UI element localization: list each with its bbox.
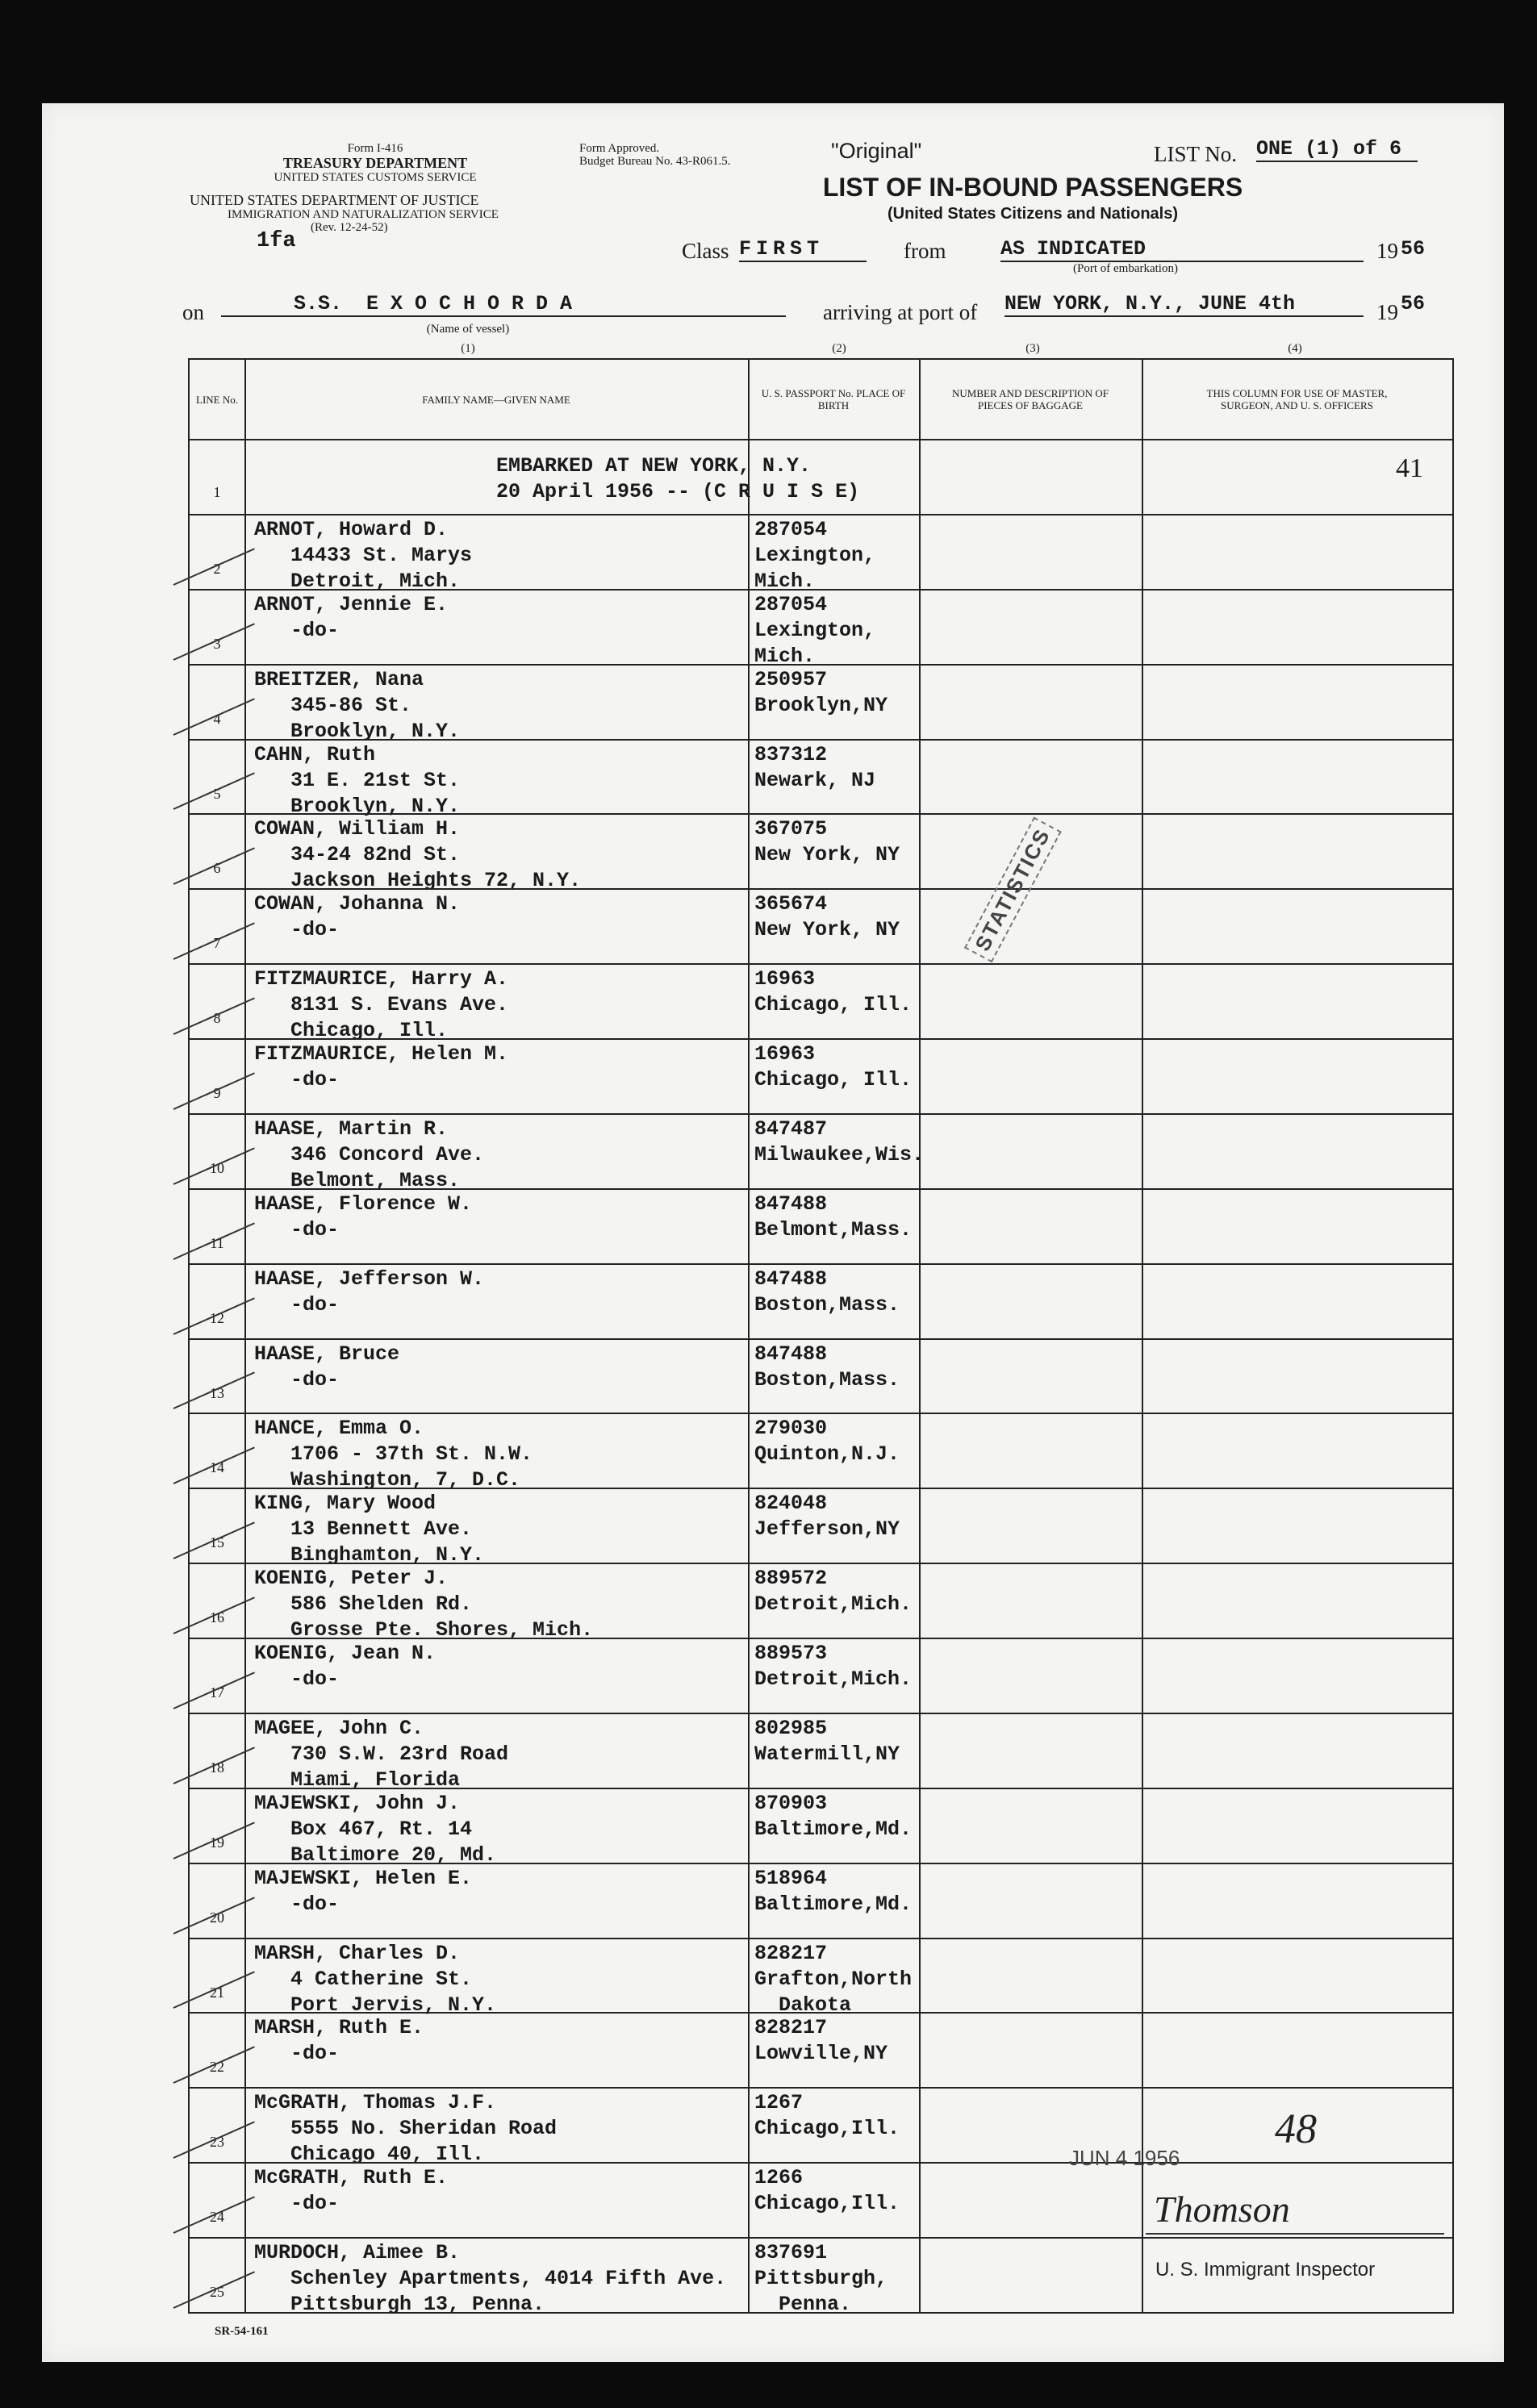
line-number: 9 bbox=[213, 1085, 221, 1102]
line-number: 19 bbox=[210, 1834, 224, 1851]
table-row bbox=[190, 1113, 1452, 1192]
table-row bbox=[190, 1188, 1452, 1263]
table-row bbox=[190, 888, 1452, 963]
table-row bbox=[190, 1263, 1452, 1338]
header-name: FAMILY NAME—GIVEN NAME bbox=[422, 393, 570, 406]
line-number: 22 bbox=[210, 2059, 224, 2076]
line-number: 18 bbox=[210, 1759, 224, 1776]
on-label: on bbox=[182, 300, 204, 324]
passenger-name: HAASE, Jefferson W. -do- bbox=[254, 1267, 485, 1317]
class-label: Class bbox=[682, 239, 729, 263]
passport-birthplace: 847488 Belmont,Mass. bbox=[754, 1191, 913, 1242]
line-number: 14 bbox=[210, 1459, 224, 1476]
passenger-name: MAGEE, John C. 730 S.W. 23rd Road Miami, Florida bbox=[254, 1716, 509, 1792]
from-value: AS INDICATED bbox=[1000, 237, 1364, 262]
passport-birthplace: 1267 Chicago,Ill. bbox=[754, 2091, 900, 2141]
passenger-name: McGRATH, Ruth E. -do- bbox=[254, 2166, 449, 2216]
table-row bbox=[190, 1938, 1452, 2017]
officer-note: 41 bbox=[1396, 453, 1423, 483]
passport-birthplace: 889573 Detroit,Mich. bbox=[754, 1642, 913, 1692]
passenger-name: HAASE, Bruce -do- bbox=[254, 1342, 400, 1392]
line-number: 15 bbox=[210, 1534, 224, 1551]
class-value: FIRST bbox=[739, 237, 867, 262]
year-prefix-1: 19 bbox=[1376, 239, 1398, 263]
passport-birthplace: 824048 Jefferson,NY bbox=[754, 1492, 900, 1542]
line-number: 5 bbox=[213, 785, 221, 802]
list-title: LIST OF IN-BOUND PASSENGERS bbox=[822, 173, 1243, 202]
table-row bbox=[190, 1788, 1452, 1867]
passenger-name: KOENIG, Jean N. -do- bbox=[254, 1642, 436, 1692]
embarkation-label: (Port of embarkation) bbox=[1073, 262, 1178, 275]
list-number-value: ONE (1) of 6 bbox=[1256, 137, 1418, 162]
budget-bureau: Budget Bureau No. 43-R061.5. bbox=[579, 155, 731, 168]
passport-birthplace: 279030 Quinton,N.J. bbox=[754, 1417, 900, 1467]
inspector-title: U. S. Immigrant Inspector bbox=[1155, 2259, 1376, 2281]
table-row bbox=[190, 1338, 1452, 1413]
list-number-label: LIST No. bbox=[1154, 142, 1238, 166]
table-row bbox=[190, 1488, 1452, 1567]
passport-birthplace: 287054 Lexington, Mich. bbox=[754, 592, 876, 668]
passenger-name: HAASE, Florence W. -do- bbox=[254, 1191, 473, 1242]
column-number-1: (1) bbox=[461, 342, 475, 355]
passport-birthplace: 365674 New York, NY bbox=[754, 892, 900, 942]
inspector-signature: Thomson bbox=[1154, 2189, 1290, 2230]
passenger-name: FITZMAURICE, Harry A. 8131 S. Evans Ave. Chicago, Ill. bbox=[254, 967, 509, 1043]
table-row bbox=[190, 1638, 1452, 1713]
line-number: 7 bbox=[213, 935, 221, 952]
passport-birthplace: 828217 Grafton,North Dakota bbox=[754, 1941, 913, 2017]
passport-birthplace: 870903 Baltimore,Md. bbox=[754, 1791, 913, 1841]
passenger-name: COWAN, William H. 34-24 82nd St. Jackson Heights 72, N.Y. bbox=[254, 817, 582, 893]
signature-line bbox=[1146, 2233, 1444, 2235]
passenger-name: ARNOT, Howard D. 14433 St. Marys Detroit, Mich. bbox=[254, 517, 473, 593]
column-number-2: (2) bbox=[832, 342, 846, 355]
passport-birthplace: 367075 New York, NY bbox=[754, 817, 900, 867]
table-row bbox=[190, 1413, 1452, 1492]
from-label: from bbox=[904, 239, 946, 263]
passenger-name: CAHN, Ruth 31 E. 21st St. Brooklyn, N.Y. bbox=[254, 742, 461, 818]
table-row bbox=[190, 514, 1452, 593]
passenger-name: McGRATH, Thomas J.F. 5555 No. Sheridan Road Chicago 40, Ill. bbox=[254, 2091, 558, 2167]
table-row bbox=[190, 2087, 1452, 2167]
table-row bbox=[190, 439, 1452, 514]
passenger-name: FITZMAURICE, Helen M. -do- bbox=[254, 1042, 509, 1092]
line-number: 4 bbox=[213, 710, 221, 727]
table-row bbox=[190, 2012, 1452, 2087]
footer-form-code: SR-54-161 bbox=[215, 2325, 269, 2338]
line-number: 17 bbox=[210, 1684, 224, 1701]
line-number: 8 bbox=[213, 1010, 221, 1027]
date-stamp: JUN 4 1956 bbox=[1069, 2146, 1180, 2170]
line-number: 24 bbox=[210, 2209, 224, 2226]
passport-birthplace: 889572 Detroit,Mich. bbox=[754, 1567, 913, 1617]
header-passport: U. S. PASSPORT No. PLACE OF BIRTH bbox=[761, 387, 906, 411]
passport-birthplace: 1266 Chicago,Ill. bbox=[754, 2166, 900, 2216]
line-number: 1 bbox=[213, 484, 221, 500]
column-number-4: (4) bbox=[1288, 342, 1302, 355]
header-officers: THIS COLUMN FOR USE OF MASTER, SURGEON, AND U. S. OFFICERS bbox=[1206, 387, 1388, 411]
column-number-3: (3) bbox=[1025, 342, 1040, 355]
passenger-table bbox=[188, 358, 1454, 2317]
table-row bbox=[190, 589, 1452, 668]
form-approved: Form Approved. bbox=[579, 142, 660, 155]
passport-birthplace: 847488 Boston,Mass. bbox=[754, 1267, 900, 1317]
customs-service: UNITED STATES CUSTOMS SERVICE bbox=[274, 171, 477, 184]
passenger-name: MURDOCH, Aimee B. Schenley Apartments, 4014 Fifth Ave. Pittsburgh 13, Penna. bbox=[254, 2241, 727, 2317]
passport-birthplace: 16963 Chicago, Ill. bbox=[754, 1042, 913, 1092]
passport-birthplace: 802985 Watermill,NY bbox=[754, 1716, 900, 1766]
line-number: 16 bbox=[210, 1609, 224, 1626]
passenger-name: MAJEWSKI, John J. Box 467, Rt. 14 Baltimore 20, Md. bbox=[254, 1791, 497, 1867]
passenger-name: COWAN, Johanna N. -do- bbox=[254, 892, 461, 942]
passport-birthplace: 250957 Brooklyn,NY bbox=[754, 667, 888, 717]
passport-birthplace: 847487 Milwaukee,Wis. bbox=[754, 1116, 925, 1166]
line-number: 23 bbox=[210, 2134, 224, 2151]
passport-birthplace: 837312 Newark, NJ bbox=[754, 742, 876, 792]
ins-service: IMMIGRATION AND NATURALIZATION SERVICE bbox=[228, 208, 499, 221]
line-number: 21 bbox=[210, 1984, 224, 2001]
line-number: 25 bbox=[210, 2284, 224, 2301]
line-number: 2 bbox=[213, 560, 221, 577]
table-row bbox=[190, 963, 1452, 1043]
passenger-name: MARSH, Ruth E. -do- bbox=[254, 2016, 424, 2066]
treasury-department: TREASURY DEPARTMENT bbox=[282, 155, 468, 171]
table-row bbox=[190, 1563, 1452, 1642]
arriving-value: NEW YORK, N.Y., JUNE 4th bbox=[1004, 292, 1364, 317]
form-number: Form I-416 bbox=[347, 142, 403, 155]
passenger-name: EMBARKED AT NEW YORK, N.Y. 20 April 1956 -- (C R U I S E) bbox=[496, 454, 860, 503]
vessel-label: (Name of vessel) bbox=[426, 323, 510, 336]
arriving-label: arriving at port of bbox=[823, 300, 978, 324]
header-line-no: LINE No. bbox=[196, 393, 238, 406]
table-row bbox=[190, 1713, 1452, 1792]
line-number: 13 bbox=[210, 1384, 224, 1401]
line-number: 10 bbox=[210, 1159, 224, 1176]
passenger-name: ARNOT, Jennie E. -do- bbox=[254, 592, 449, 642]
year-value-2: 56 bbox=[1401, 292, 1426, 315]
passport-birthplace: 16963 Chicago, Ill. bbox=[754, 967, 913, 1017]
revision-date: (Rev. 12-24-52) bbox=[311, 221, 388, 234]
vessel-name: S.S. E X O C H O R D A bbox=[221, 292, 786, 317]
table-row bbox=[190, 664, 1452, 743]
passport-birthplace: 287054 Lexington, Mich. bbox=[754, 517, 876, 593]
passenger-name: MARSH, Charles D. 4 Catherine St. Port Jervis, N.Y. bbox=[254, 1941, 497, 2017]
handwritten-count: 48 bbox=[1275, 2106, 1317, 2152]
original-label: "Original" bbox=[831, 139, 922, 163]
passport-birthplace: 837691 Pittsburgh, Penna. bbox=[754, 2241, 888, 2317]
statistics-stamp: STATISTICS bbox=[964, 817, 1062, 963]
passenger-name: MAJEWSKI, Helen E. -do- bbox=[254, 1866, 473, 1916]
passport-birthplace: 518964 Baltimore,Md. bbox=[754, 1866, 913, 1916]
list-code: 1fa bbox=[257, 229, 296, 253]
list-subtitle: (United States Citizens and Nationals) bbox=[887, 205, 1179, 223]
table-row bbox=[190, 1863, 1452, 1938]
passenger-name: HANCE, Emma O. 1706 - 37th St. N.W. Washington, 7, D.C. bbox=[254, 1417, 533, 1492]
line-number: 3 bbox=[213, 635, 221, 652]
passport-birthplace: 847488 Boston,Mass. bbox=[754, 1342, 900, 1392]
passenger-name: KOENIG, Peter J. 586 Shelden Rd. Grosse Pte. Shores, Mich. bbox=[254, 1567, 594, 1642]
line-number: 20 bbox=[210, 1909, 224, 1926]
passport-birthplace: 828217 Lowville,NY bbox=[754, 2016, 888, 2066]
line-number: 11 bbox=[210, 1234, 224, 1251]
year-prefix-2: 19 bbox=[1376, 300, 1398, 324]
justice-department: UNITED STATES DEPARTMENT OF JUSTICE bbox=[190, 192, 479, 208]
header-baggage: NUMBER AND DESCRIPTION OF PIECES OF BAGGAGE bbox=[952, 387, 1109, 411]
table-row bbox=[190, 1038, 1452, 1113]
passenger-name: BREITZER, Nana 345-86 St. Brooklyn, N.Y. bbox=[254, 667, 461, 743]
table-row bbox=[190, 739, 1452, 818]
passenger-name: KING, Mary Wood 13 Bennett Ave. Binghamton, N.Y. bbox=[254, 1492, 485, 1567]
passenger-name: HAASE, Martin R. 346 Concord Ave. Belmont, Mass. bbox=[254, 1116, 485, 1192]
year-value-1: 56 bbox=[1401, 237, 1426, 261]
line-number: 6 bbox=[213, 860, 221, 877]
line-number: 12 bbox=[210, 1309, 224, 1326]
